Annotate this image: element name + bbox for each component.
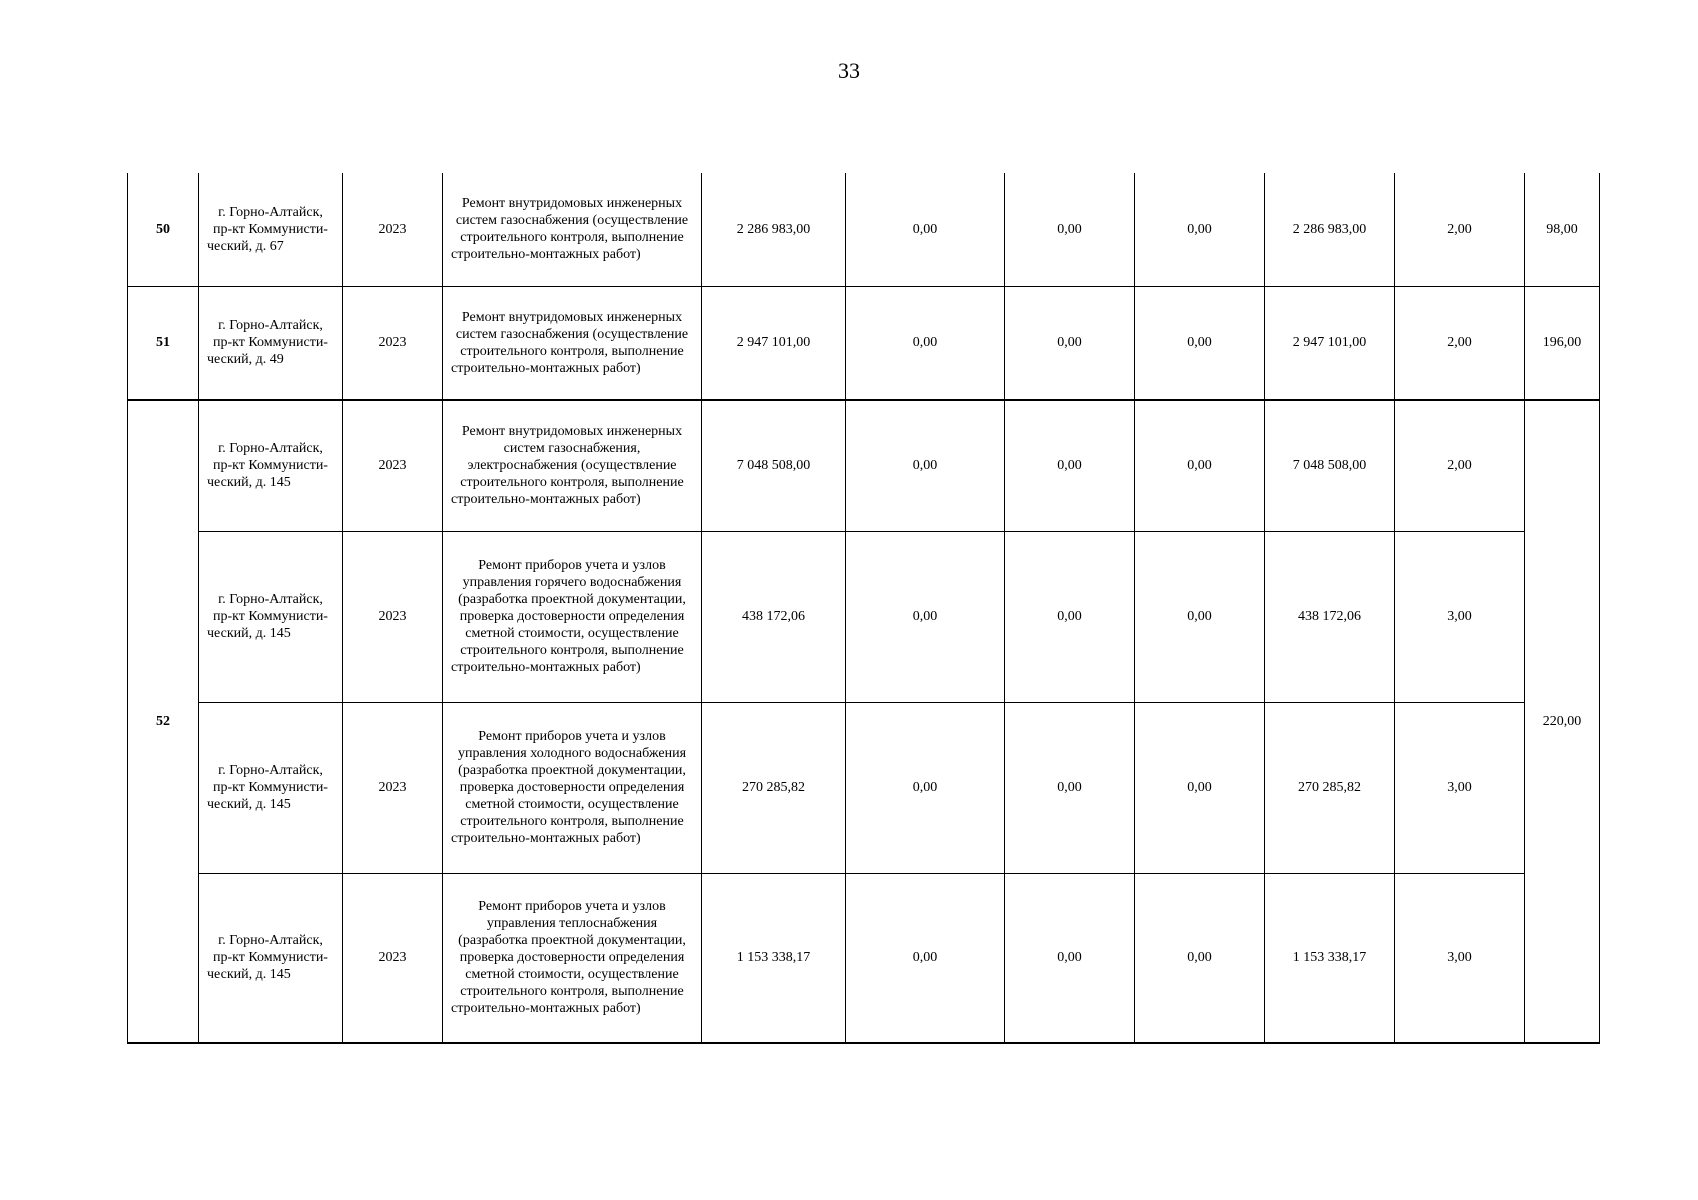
total-cost-cell: 7 048 508,00 xyxy=(702,400,846,531)
work-description-cell xyxy=(443,400,702,531)
work-description-cell xyxy=(443,173,702,286)
cost-cell: 0,00 xyxy=(1005,286,1135,400)
page-number: 33 xyxy=(838,58,860,83)
year-cell: 2023 xyxy=(343,531,443,702)
cost-cell: 0,00 xyxy=(1135,702,1265,873)
work-description-text: Ремонт внутридомовых инженерных систем газоснабжения (осуществление строительного контроля, выполнение строительно-монтажных работ) xyxy=(451,196,689,263)
row-number: 52 xyxy=(128,400,199,1043)
address-cell xyxy=(199,531,343,702)
value-cell: 2,00 xyxy=(1395,173,1525,286)
year-cell: 2023 xyxy=(343,702,443,873)
table-row xyxy=(128,873,1600,1043)
address-text: г. Горно-Алтайск, пр-кт Коммунисти-ческий, д. 145 xyxy=(207,933,328,983)
work-description-cell xyxy=(443,873,702,1043)
value-cell: 3,00 xyxy=(1395,873,1525,1043)
cost-cell: 0,00 xyxy=(1005,531,1135,702)
row-number: 50 xyxy=(128,173,199,286)
year-cell: 2023 xyxy=(343,873,443,1043)
work-description-text: Ремонт внутридомовых инженерных систем газоснабжения (осуществление строительного контроля, выполнение строительно-монтажных работ) xyxy=(451,309,689,376)
value-cell: 220,00 xyxy=(1525,400,1600,1043)
cost-cell: 1 153 338,17 xyxy=(1265,873,1395,1043)
address-cell xyxy=(199,702,343,873)
value-cell: 2,00 xyxy=(1395,286,1525,400)
cost-cell: 0,00 xyxy=(1005,702,1135,873)
address-text: г. Горно-Алтайск, пр-кт Коммунисти-ческий, д. 145 xyxy=(207,592,328,641)
cost-cell: 0,00 xyxy=(1135,873,1265,1043)
table-row xyxy=(128,286,1600,400)
cost-cell: 2 947 101,00 xyxy=(1265,286,1395,400)
cost-cell: 0,00 xyxy=(846,531,1005,702)
cost-cell: 0,00 xyxy=(846,873,1005,1043)
table-row xyxy=(128,173,1600,286)
address-text: г. Горно-Алтайск, пр-кт Коммунисти-ческий, д. 145 xyxy=(207,763,328,812)
cost-cell: 0,00 xyxy=(846,173,1005,286)
cost-cell: 0,00 xyxy=(1135,531,1265,702)
cost-cell: 270 285,82 xyxy=(1265,702,1395,873)
table-row xyxy=(128,531,1600,702)
work-description-text: Ремонт приборов учета и узлов управления горячего водоснабжения (разработка проектной документации, проверка достоверности определения сметной стоимости, осуществление строительного контроля, выполнение строительно-монтажных работ) xyxy=(451,558,686,675)
address-text: г. Горно-Алтайск, пр-кт Коммунисти-ческий, д. 67 xyxy=(207,204,328,254)
cost-cell: 0,00 xyxy=(1005,173,1135,286)
work-description-cell xyxy=(443,531,702,702)
row-number: 51 xyxy=(128,286,199,400)
address-cell xyxy=(199,873,343,1043)
work-description-cell xyxy=(443,286,702,400)
total-cost-cell: 270 285,82 xyxy=(702,702,846,873)
cost-cell: 438 172,06 xyxy=(1265,531,1395,702)
value-cell: 2,00 xyxy=(1395,400,1525,531)
address-cell xyxy=(199,286,343,400)
cost-cell: 2 286 983,00 xyxy=(1265,173,1395,286)
cost-cell: 0,00 xyxy=(1135,400,1265,531)
work-description-text: Ремонт приборов учета и узлов управления теплоснабжения (разработка проектной документации, проверка достоверности определения сметной стоимости, осуществление строительного контроля, выполнение строительно-монтажных работ) xyxy=(451,899,686,1017)
cost-cell: 0,00 xyxy=(846,702,1005,873)
cost-cell: 0,00 xyxy=(846,286,1005,400)
cost-cell: 7 048 508,00 xyxy=(1265,400,1395,531)
table-row xyxy=(128,400,1600,531)
cost-cell: 0,00 xyxy=(1135,286,1265,400)
work-description-text: Ремонт приборов учета и узлов управления холодного водоснабжения (разработка проектной документации, проверка достоверности определения сметной стоимости, осуществление строительного контроля, выполнение строительно-монтажных работ) xyxy=(451,729,687,846)
address-cell xyxy=(199,400,343,531)
total-cost-cell: 1 153 338,17 xyxy=(702,873,846,1043)
value-cell: 3,00 xyxy=(1395,702,1525,873)
cost-cell: 0,00 xyxy=(1135,173,1265,286)
repair-works-table xyxy=(127,173,1600,1044)
address-text: г. Горно-Алтайск, пр-кт Коммунисти-ческий, д. 49 xyxy=(207,318,328,368)
year-cell: 2023 xyxy=(343,400,443,531)
year-cell: 2023 xyxy=(343,173,443,286)
total-cost-cell: 438 172,06 xyxy=(702,531,846,702)
cost-cell: 0,00 xyxy=(1005,400,1135,531)
total-cost-cell: 2 286 983,00 xyxy=(702,173,846,286)
value-cell: 98,00 xyxy=(1525,173,1600,286)
table-row xyxy=(128,702,1600,873)
year-cell: 2023 xyxy=(343,286,443,400)
cost-cell: 0,00 xyxy=(1005,873,1135,1043)
work-description-text: Ремонт внутридомовых инженерных систем газоснабжения, электроснабжения (осуществление строительного контроля, выполнение строительно-монтажных работ) xyxy=(451,424,684,508)
value-cell: 3,00 xyxy=(1395,531,1525,702)
address-cell xyxy=(199,173,343,286)
cost-cell: 0,00 xyxy=(846,400,1005,531)
address-text: г. Горно-Алтайск, пр-кт Коммунисти-ческий, д. 145 xyxy=(207,441,328,491)
total-cost-cell: 2 947 101,00 xyxy=(702,286,846,400)
value-cell: 196,00 xyxy=(1525,286,1600,400)
work-description-cell xyxy=(443,702,702,873)
